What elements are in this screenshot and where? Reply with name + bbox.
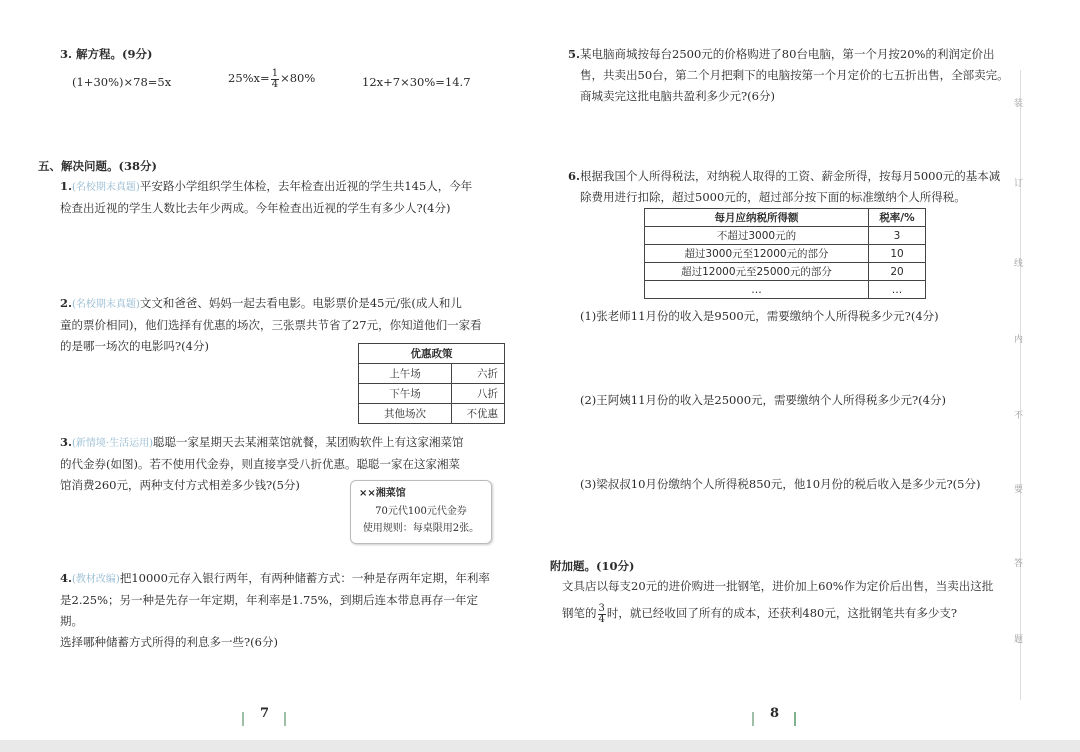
page-number-decoration-left <box>752 712 754 726</box>
tax-rate-cell: 3 <box>869 227 926 245</box>
problem-2-line-3: 的是哪一场次的电影吗?(4分) <box>60 339 209 353</box>
binding-char: 内 <box>1014 335 1024 345</box>
section-5-title: 五、解决问题。(38分) <box>38 159 157 173</box>
page-number-decoration-right <box>284 712 286 726</box>
right-page <box>540 0 1080 752</box>
q3-equation-3: 12x+7×30%=14.7 <box>362 75 471 89</box>
binding-char: 装 <box>1014 99 1024 109</box>
session-cell: 上午场 <box>359 364 452 384</box>
session-cell: 其他场次 <box>359 404 452 424</box>
page-number-left: 7 <box>260 706 270 721</box>
binding-char: 题 <box>1014 635 1024 645</box>
problem-6-sub-3: (3)梁叔叔10月份缴纳个人所得税850元，他10月份的税后收入是多少元?(5分) <box>580 477 981 491</box>
problem-1-line-2: 检查出近视的学生人数比去年少两成。今年检查出近视的学生有多少人?(4分) <box>60 201 451 215</box>
bonus-line-2 <box>562 601 957 625</box>
income-range-cell: 超过3000元至12000元的部分 <box>645 245 869 263</box>
coupon-line-2: 使用规则：每桌限用2张。 <box>362 523 480 534</box>
tax-table-row <box>645 245 926 263</box>
q3-equation-2 <box>228 68 315 90</box>
problem-6-line-2: 除费用进行扣除，超过5000元的，超过部分按下面的标准缴纳个人所得税。 <box>580 190 966 204</box>
tax-table-row <box>645 263 926 281</box>
problem-1 <box>60 176 500 219</box>
discount-policy-row <box>359 404 505 424</box>
tax-rate-cell: 20 <box>869 263 926 281</box>
problem-4-line-2: 是2.25%；另一种是先存一年定期，年利率是1.75%，到期后连本带息再存一年定期。 <box>60 593 479 628</box>
bonus-numerator: 3 <box>598 602 605 614</box>
q3-eq2-denominator: 4 <box>271 78 279 90</box>
problem-5-line-3: 商城卖完这批电脑共盈利多少元?(6分) <box>580 89 775 103</box>
problem-6-number: 6. <box>568 169 581 183</box>
problem-3-line-2: 的代金券(如图)。若不使用代金券，则直接享受八折优惠。聪聪一家在这家湘菜 <box>60 457 460 471</box>
page-number-right: 8 <box>770 706 780 721</box>
problem-2-line-2: 童的票价相同)，他们选择有优惠的场次，三张票共节省了27元，你知道他们一家看 <box>60 318 482 332</box>
discount-cell: 八折 <box>452 384 505 404</box>
problem-3-number: 3. <box>60 435 73 449</box>
binding-char: 订 <box>1014 179 1024 189</box>
q3-eq2-prefix: 25%x= <box>228 71 270 85</box>
problem-2-tag: (名校期末真题) <box>72 299 140 310</box>
problem-3-tag: (新情境·生活运用) <box>72 438 153 449</box>
problem-1-tag: (名校期末真题) <box>72 182 140 193</box>
coupon-line-1: 70元代100元代金券 <box>375 506 467 517</box>
discount-policy-row <box>359 384 505 404</box>
q3-eq2-suffix: ×80% <box>280 71 316 85</box>
page-number-decoration-left <box>242 712 244 726</box>
session-cell: 下午场 <box>359 384 452 404</box>
bonus-line-2-prefix: 钢笔的 <box>562 606 597 620</box>
binding-char: 不 <box>1014 411 1024 421</box>
problem-4 <box>60 568 500 653</box>
binding-char: 答 <box>1014 559 1024 569</box>
tax-rate-table <box>644 208 926 299</box>
problem-4-tag: (教材改编) <box>72 574 120 585</box>
problem-4-line-1: 把10000元存入银行两年，有两种储蓄方式：一种是存两年定期，年利率 <box>119 571 490 585</box>
binding-line <box>1020 70 1021 700</box>
bottom-shadow-right <box>540 740 1080 752</box>
tax-table-row <box>645 227 926 245</box>
tax-table-header-row <box>645 209 926 227</box>
tax-rate-cell: … <box>869 281 926 299</box>
bonus-line-2-suffix: 时，就已经收回了所有的成本，还获利480元，这批钢笔共有多少支? <box>606 606 957 620</box>
discount-cell: 六折 <box>452 364 505 384</box>
q3-equation-1: (1+30%)×78=5x <box>72 75 172 89</box>
bonus-fraction <box>598 604 606 625</box>
q3-eq2-numerator: 1 <box>271 67 279 79</box>
income-range-cell: … <box>645 281 869 299</box>
q3-eq2-fraction <box>271 69 279 90</box>
discount-policy-table <box>358 343 505 424</box>
problem-6-sub-1: (1)张老师11月份的收入是9500元，需要缴纳个人所得税多少元?(4分) <box>580 309 939 323</box>
tax-table-row <box>645 281 926 299</box>
problem-5-line-2: 售，共卖出50台，第二个月把剩下的电脑按第一个月定价的七五折出售，全部卖完。 <box>580 68 1009 82</box>
coupon-title: ××湘菜馆 <box>359 488 406 499</box>
problem-5-line-1: 某电脑商城按每台2500元的价格购进了80台电脑，第一个月按20%的利润定价出 <box>580 47 995 61</box>
discount-policy-row <box>359 364 505 384</box>
binding-char: 线 <box>1014 259 1024 269</box>
problem-6-sub-2: (2)王阿姨11月份的收入是25000元，需要缴纳个人所得税多少元?(4分) <box>580 393 946 407</box>
bonus-line-1: 文具店以每支20元的进价购进一批钢笔，进价加上60%作为定价后出售，当卖出这批 <box>562 579 994 593</box>
problem-3-line-3: 馆消费260元，两种支付方式相差多少钱?(5分) <box>60 478 300 492</box>
problem-1-number: 1. <box>60 179 73 193</box>
discount-cell: 不优惠 <box>452 404 505 424</box>
discount-policy-header: 优惠政策 <box>359 344 505 364</box>
bonus-denominator: 4 <box>598 613 605 625</box>
problem-6 <box>568 166 1038 208</box>
tax-rate-cell: 10 <box>869 245 926 263</box>
income-range-cell: 不超过3000元的 <box>645 227 869 245</box>
problem-4-number: 4. <box>60 571 73 585</box>
problem-2-number: 2. <box>60 296 73 310</box>
problem-5-number: 5. <box>568 47 581 61</box>
restaurant-coupon <box>350 480 492 544</box>
problem-3-line-1: 聪聪一家星期天去某湘菜馆就餐，某团购软件上有这家湘菜馆 <box>153 435 464 449</box>
bonus-title: 附加题。(10分) <box>550 559 635 573</box>
bottom-shadow-left <box>0 740 540 752</box>
problem-1-line-1: 平安路小学组织学生体检，去年检查出近视的学生共145人，今年 <box>139 179 473 193</box>
problem-4-line-3: 选择哪种储蓄方式所得的利息多一些?(6分) <box>60 635 278 649</box>
discount-policy-header-row <box>359 344 505 364</box>
problem-6-line-1: 根据我国个人所得税法，对纳税人取得的工资、薪金所得，按每月5000元的基本减 <box>580 169 1001 183</box>
page-number-decoration-right <box>794 712 796 726</box>
problem-5 <box>568 44 1038 107</box>
tax-table-header-income: 每月应纳税所得额 <box>645 209 869 227</box>
binding-char: 要 <box>1014 485 1024 495</box>
problem-2-line-1: 文文和爸爸、妈妈一起去看电影。电影票价是45元/张(成人和儿 <box>139 296 462 310</box>
income-range-cell: 超过12000元至25000元的部分 <box>645 263 869 281</box>
q3-heading: 3. 解方程。(9分) <box>60 47 153 61</box>
tax-table-header-rate: 税率/% <box>869 209 926 227</box>
